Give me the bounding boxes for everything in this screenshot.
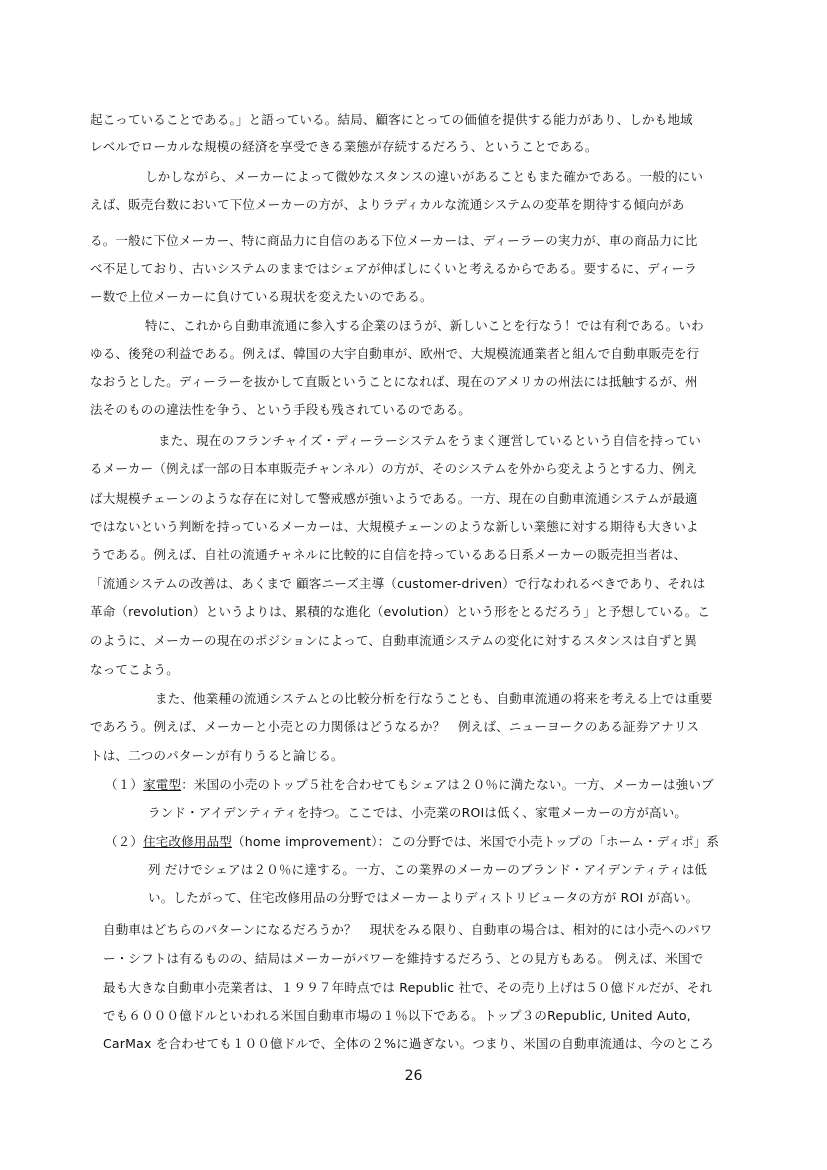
body-line: なってこよう。 [90, 662, 179, 677]
body-line: また、他業種の流通システムとの比較分析を行なうことも、自動車流通の将来を考える上では重要 [155, 691, 713, 706]
list-item-continuation: ランド・アイデンティティを持つ。ここでは、小売業のROIは低く、家電メーカーの方が高い。 [148, 805, 688, 820]
list-item-continuation: 列 だけでシェアは２０％に達する。一方、この業界のメーカーのブランド・アイデンティティは低 [148, 862, 708, 877]
body-line: レベルでローカルな規模の経済を享受できる業態が存続するだろう、ということである。 [90, 139, 598, 154]
body-line: 特に、これから自動車流通に参入する企業のほうが、新しいことを行なう！では有利である。いわ [145, 318, 704, 333]
page-number: 26 [404, 1068, 423, 1084]
list-text: ：米国の小売のトップ５社を合わせてもシェアは２０％に満たない。一方、メーカーは強いブ [181, 777, 714, 792]
body-line: 自動車はどちらのパターンになるだろうか？ 現状をみる限り、自動車の場合は、相対的には小売へのパワ [103, 922, 713, 937]
body-line: であろう。例えば、メーカーと小売との力関係はどうなるか？ 例えば、ニューヨークのある証券アナリス [90, 719, 700, 734]
body-line: ー数で上位メーカーに負けている現状を変えたいのである。 [90, 289, 433, 304]
body-line: しかしながら、メーカーによって微妙なスタンスの違いがあることもまた確かである。一般的にい [145, 169, 704, 184]
list-item [105, 834, 719, 850]
body-line: トは、二つのパターンが有りうると論じる。 [90, 748, 344, 763]
body-line: なおうとした。ディーラーを抜かして直販ということになれば、現在のアメリカの州法には抵触するが、州 [90, 374, 698, 389]
body-line: 最も大きな自動車小売業者は、１９９７年時点では Republic 社で、その売り上げは５０億ドルだが、それ [103, 980, 713, 995]
list-term: 住宅改修用品型 [143, 834, 233, 849]
body-line: ば大規模チェーンのような存在に対して警戒感が強いようである。一方、現在の自動車流通システムが最適 [90, 491, 698, 506]
list-text: （home improvement）：この分野では、米国で小売トップの「ホーム・ディポ」系 [232, 834, 720, 849]
body-line: また、現在のフランチャイズ・ディーラーシステムをうまく運営しているという自信を持ってい [158, 433, 702, 448]
list-marker: （２） [105, 834, 144, 849]
body-line: べ不足しており、古いシステムのままではシェアが伸ばしにくいと考えるからである。要するに、ディーラ [90, 261, 697, 276]
list-term: 家電型 [143, 777, 182, 792]
body-line: でも６０００億ドルといわれる米国自動車市場の１％以下である。トップ３のRepublic, United Auto, [103, 1008, 691, 1023]
list-marker: （１） [105, 777, 144, 792]
body-line: 法そのものの違法性を争う、という手段も残されているのである。 [90, 402, 472, 417]
body-line: ゆる、後発の利益である。例えば、韓国の大宇自動車が、欧州で、大規模流通業者と組んで自動車販売を行 [90, 346, 700, 361]
body-line: 「流通システムの改善は、あくまで 顧客ニーズ主導（customer-driven）で行なわれるべきであり、それは [90, 576, 706, 591]
body-line: るメーカー（例えば一部の日本車販売チャンネル）の方が、そのシステムを外から変えようとする力、例え [90, 461, 698, 476]
body-line: えば、販売台数において下位メーカーの方が、よりラディカルな流通システムの変革を期待する傾向があ [90, 197, 685, 212]
body-line: うである。例えば、自社の流通チャネルに比較的に自信を持っているある日系メーカーの販売担当者は、 [90, 547, 687, 562]
body-line: る。一般に下位メーカー、特に商品力に自信のある下位メーカーは、ディーラーの実力が、車の商品力に比 [90, 233, 698, 248]
body-line: CarMax を合わせても１００億ドルで、全体の２%に過ぎない。つまり、米国の自動車流通は、今のところ [103, 1036, 714, 1051]
list-item [105, 777, 714, 793]
body-line: ー・シフトは有るものの、結局はメーカーがパワーを維持するだろう、との見方もある。 例えば、米国で [103, 951, 704, 966]
body-line: 起こっていることである。」と語っている。結局、顧客にとっての価値を提供する能力があり、しかも地域 [90, 112, 693, 127]
body-line: 革命（revolution）というよりは、累積的な進化（evolution）という形をとるだろう」と予想している。こ [90, 604, 711, 619]
body-line: ではないという判断を持っているメーカーは、大規模チェーンのような新しい業態に対する期待も大きいよ [90, 519, 699, 534]
list-item-continuation: い。したがって、住宅改修用品の分野ではメーカーよりディストリビュータの方が ROI が高い。 [148, 890, 699, 905]
body-line: のように、メーカーの現在のポジションによって、自動車流通システムの変化に対するスタンスは自ずと異 [90, 633, 697, 648]
